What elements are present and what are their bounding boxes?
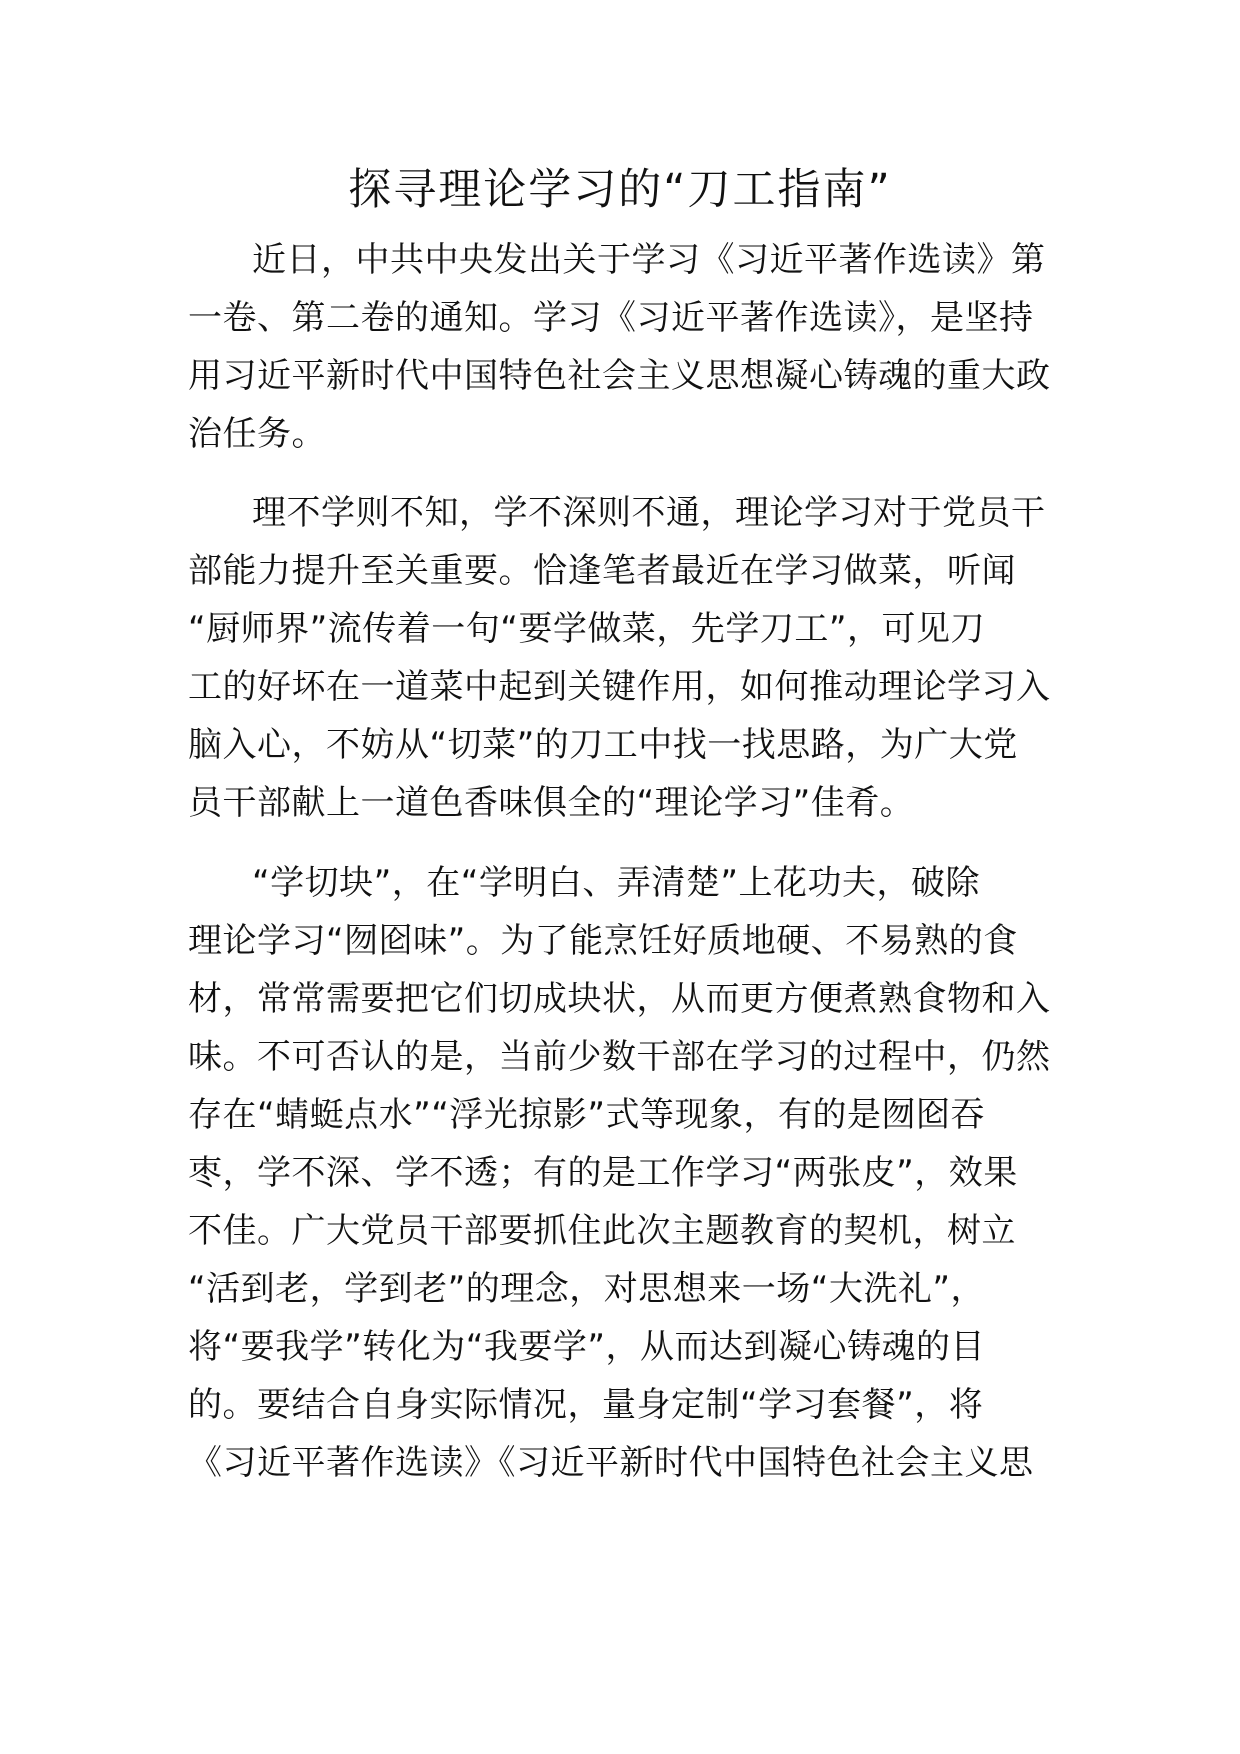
- paragraph-line: 味。不可否认的是，当前少数干部在学习的过程中，仍然: [188, 1037, 1051, 1077]
- paragraph-line: 部能力提升至关重要。恰逢笔者最近在学习做菜，听闻: [188, 551, 1016, 591]
- paragraph-line: 枣，学不深、学不透；有的是工作学习“两张皮”，效果: [188, 1153, 1018, 1193]
- paragraph-line: 员干部献上一道色香味俱全的“理论学习”佳肴。: [188, 783, 915, 823]
- paragraph-line: 不佳。广大党员干部要抓住此次主题教育的契机，树立: [188, 1211, 1016, 1251]
- paragraph-line: 理论学习“囫囵味”。为了能烹饪好质地硬、不易熟的食: [188, 921, 1018, 961]
- paragraph-line: 工的好坏在一道菜中起到关键作用，如何推动理论学习入: [188, 667, 1051, 707]
- paragraph-line: 将“要我学”转化为“我要学”，从而达到凝心铸魂的目: [188, 1327, 985, 1367]
- paragraph-line: 近日，中共中央发出关于学习《习近平著作选读》第: [252, 240, 1046, 280]
- paragraph-line: 材，常常需要把它们切成块状，从而更方便煮熟食物和入: [188, 979, 1051, 1019]
- paragraph-line: “厨师界”流传着一句“要学做菜，先学刀工”，可见刀: [188, 609, 985, 649]
- paragraph-line: 存在“蜻蜓点水”“浮光掠影”式等现象，有的是囫囵吞: [188, 1095, 985, 1135]
- paragraph-line: 治任务。: [188, 414, 326, 454]
- paragraph-line: 理不学则不知，学不深则不通，理论学习对于党员干: [252, 493, 1046, 533]
- paragraph-line: 脑入心，不妨从“切菜”的刀工中找一找思路，为广大党: [188, 725, 1018, 765]
- paragraph-line: 的。要结合自身实际情况，量身定制“学习套餐”，将: [188, 1385, 984, 1425]
- paragraph-line: 用习近平新时代中国特色社会主义思想凝心铸魂的重大政: [188, 356, 1051, 396]
- paragraph-line: 《习近平著作选读》《习近平新时代中国特色社会主义思: [188, 1443, 1034, 1483]
- paragraph-line: 一卷、第二卷的通知。学习《习近平著作选读》，是坚持: [188, 298, 1034, 338]
- paragraph-line: “学切块”，在“学明白、弄清楚”上花功夫，破除: [252, 863, 980, 903]
- paragraph-line: “活到老，学到老”的理念，对思想来一场“大洗礼”，: [188, 1269, 985, 1309]
- document-title: 探寻理论学习的“刀工指南”: [348, 165, 892, 215]
